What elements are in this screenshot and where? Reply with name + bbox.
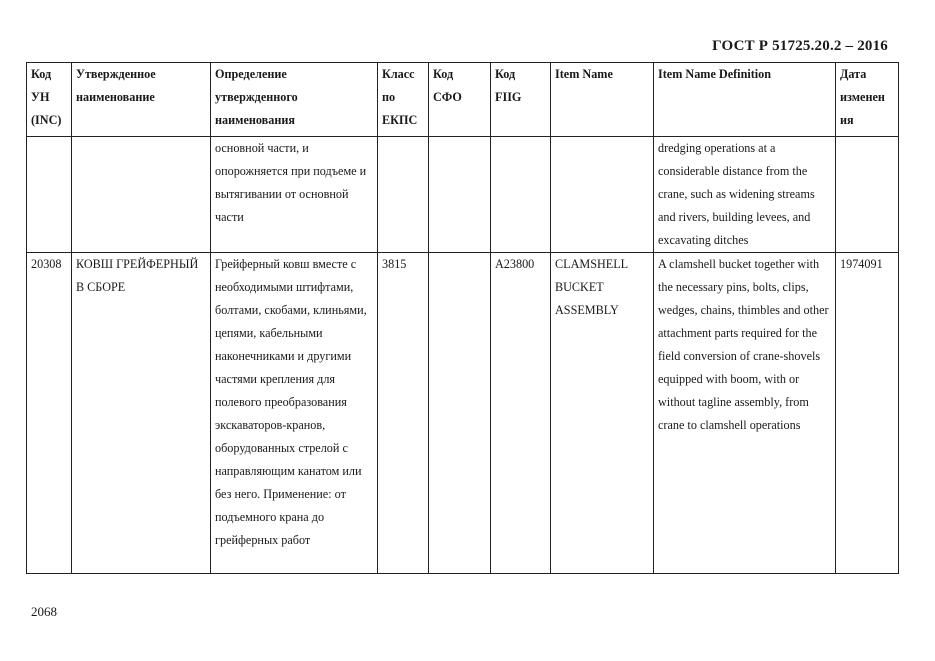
cell-item-definition: dredging operations at a considerable distance from the crane, such as widening streams and rivers, building levees, and excavating ditches [654,137,836,253]
cell-definition: Грейферный ковш вместе с необходимыми штифтами, болтами, скобами, клиньями, цепями, кабельными наконечниками и другими частями крепления для полевого преобразования экскаваторов-кранов, оборудованных стрелой с направляющим канатом или без него. Применение: от подъемного крана до грейферных работ [211,253,378,574]
cell-ekps-class: 3815 [378,253,429,574]
col-header-change-date: Дата изменен ия [836,63,899,137]
cell-fiig-code [491,137,551,253]
col-header-fiig-code: Код FIIG [491,63,551,137]
col-header-ekps-class: Класс по ЕКПС [378,63,429,137]
cell-item-definition: A clamshell bucket together with the necessary pins, bolts, clips, wedges, chains, thimbles and other attachment parts required for the field conversion of crane-shovels equipped with boom, with or without tagline assembly, from crane to clamshell operations [654,253,836,574]
cell-item-name: CLAMSHELL BUCKET ASSEMBLY [551,253,654,574]
cell-inc: 20308 [27,253,72,574]
document-title: ГОСТ Р 51725.20.2 – 2016 [712,38,888,54]
table-header-row [27,63,899,137]
col-header-sfo-code: Код СФО [429,63,491,137]
cell-inc [27,137,72,253]
col-header-approved-name: Утвержденное наименование [72,63,211,137]
cell-change-date: 1974091 [836,253,899,574]
cell-ekps-class [378,137,429,253]
catalog-table [26,62,899,574]
table-row [27,253,899,574]
table-row [27,137,899,253]
cell-approved-name: КОВШ ГРЕЙФЕРНЫЙ В СБОРЕ [72,253,211,574]
col-header-inc: Код УН (INC) [27,63,72,137]
col-header-item-definition: Item Name Definition [654,63,836,137]
cell-approved-name [72,137,211,253]
cell-definition: основной части, и опорожняется при подъеме и вытягивании от основной части [211,137,378,253]
col-header-definition: Определение утвержденного наименования [211,63,378,137]
col-header-item-name: Item Name [551,63,654,137]
page-number: 2068 [31,604,57,619]
cell-sfo-code [429,137,491,253]
cell-item-name [551,137,654,253]
cell-change-date [836,137,899,253]
cell-fiig-code: A23800 [491,253,551,574]
cell-sfo-code [429,253,491,574]
